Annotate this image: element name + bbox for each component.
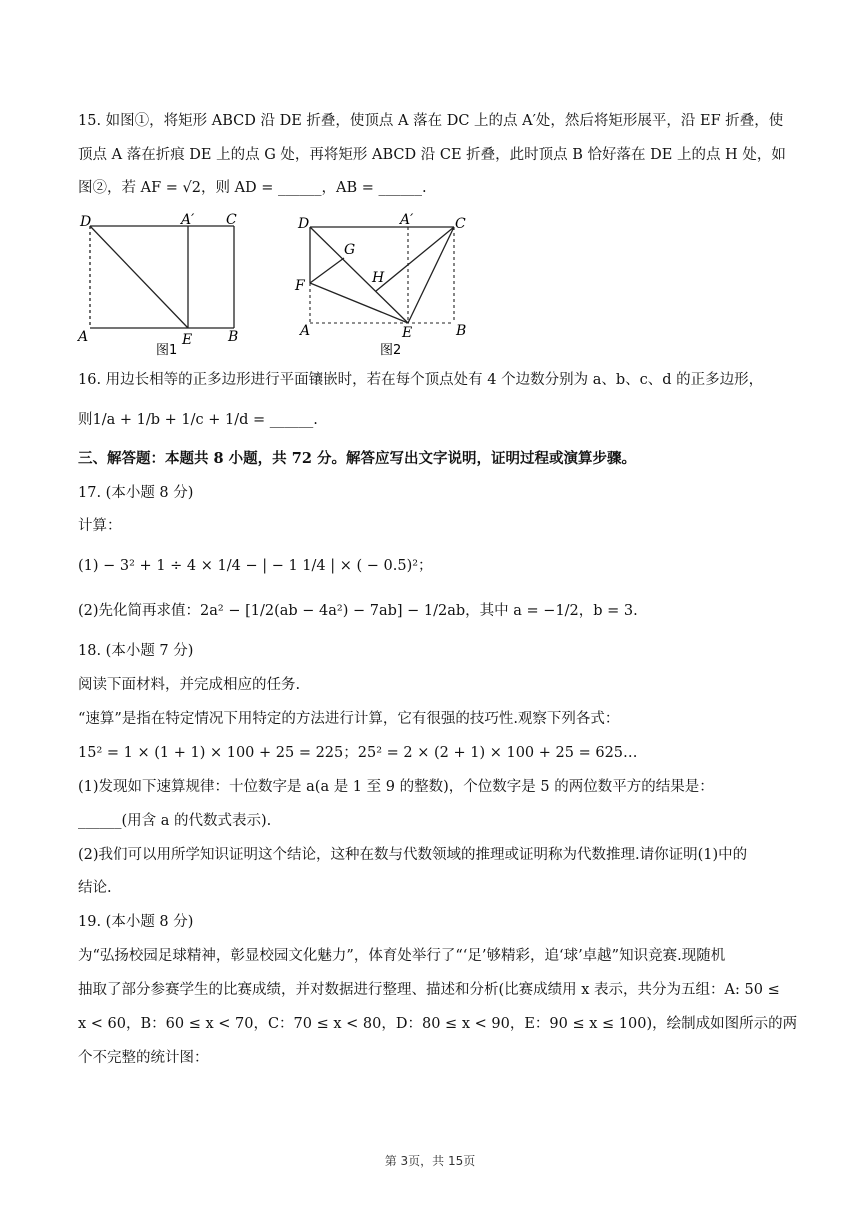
fig2-label-D: D (298, 216, 310, 232)
fig1-label-A: A (78, 329, 89, 345)
q17-header: 17. (本小题 8 分) (78, 485, 194, 501)
figure-2 (292, 208, 482, 358)
fig2-label-B: B (456, 323, 467, 339)
q18-header: 18. (本小题 7 分) (78, 643, 194, 659)
fig1-label-B: B (228, 329, 239, 345)
q19-header: 19. (本小题 8 分) (78, 914, 194, 930)
page-footer: 第 3页，共 15页 (384, 1154, 476, 1168)
fig2-label-C: C (455, 216, 466, 232)
fig1-label-E: E (182, 332, 193, 348)
q18-text-1: “速算”是指在特定情况下用特定的方法进行计算，它有很强的技巧性.观察下列各式： (78, 711, 620, 727)
q15-line-1: 15. 如图①，将矩形 ABCD 沿 DE 折叠，使顶点 A 落在 DC 上的点 A′处，然后将矩形展平，沿 EF 折叠，使 (78, 113, 784, 129)
q18-part-1b: ______(用含 a 的代数式表示). (78, 813, 272, 829)
q17-part-1: (1) − 3² + 1 ÷ 4 × 1/4 − | − 1 1/4 | × ( − 0.5)²； (78, 558, 433, 574)
fig2-label-G: G (344, 242, 356, 258)
q17-part-2: (2)先化简再求值：2a² − [1/2(ab − 4a²) − 7ab] − 1/2ab，其中 a = −1/2，b = 3. (78, 603, 638, 619)
q18-part-2b: 结论. (78, 880, 112, 896)
q18-formula: 15² = 1 × (1 + 1) × 100 + 25 = 225；25² = 2 × (2 + 1) × 100 + 25 = 625… (78, 745, 638, 761)
fig2-label-A: A (300, 323, 311, 339)
fig1-label-D: D (80, 214, 92, 230)
q19-line-1: 为“弘扬校园足球精神，彰显校园文化魅力”，体育处举行了“‘足’够精彩，追‘球’卓越”知识竞赛.现随机 (78, 948, 726, 964)
fig1-label-C: C (226, 212, 237, 228)
q19-line-2: 抽取了部分参赛学生的比赛成绩，并对数据进行整理、描述和分析(比赛成绩用 x 表示，共分为五组：A: 50 ≤ (78, 982, 780, 998)
q17-intro: 计算： (78, 518, 122, 534)
q18-part-1a: (1)发现如下速算规律：十位数字是 a(a 是 1 至 9 的整数)，个位数字是 5 的两位数平方的结果是： (78, 779, 714, 795)
q19-line-3: x < 60，B：60 ≤ x < 70，C：70 ≤ x < 80，D：80 ≤ x < 90，E：90 ≤ x ≤ 100)，绘制成如图所示的两 (78, 1016, 798, 1032)
section-3-heading: 三、解答题：本题共 8 小题，共 72 分。解答应写出文字说明，证明过程或演算步骤。 (78, 450, 636, 467)
fig2-caption: 图2 (380, 343, 402, 358)
q18-part-2a: (2)我们可以用所学知识证明这个结论，这种在数与代数领域的推理或证明称为代数推理.请你证明(1)中的 (78, 847, 748, 863)
fig1-label-A-prime: A′ (181, 212, 195, 228)
fig2-label-A-prime: A′ (400, 212, 414, 228)
q18-intro: 阅读下面材料，并完成相应的任务. (78, 677, 301, 693)
q19-line-4: 个不完整的统计图： (78, 1050, 209, 1066)
q15-line-3: 图②，若 AF = √2，则 AD = ______，AB = ______. (78, 180, 427, 196)
q16-line-1: 16. 用边长相等的正多边形进行平面镶嵌时，若在每个顶点处有 4 个边数分别为 a、b、c、d 的正多边形， (78, 372, 764, 388)
fig1-caption: 图1 (156, 343, 178, 358)
q16-line-2: 则1/a + 1/b + 1/c + 1/d = ______. (78, 412, 318, 428)
fig2-label-H: H (372, 270, 385, 286)
fig2-label-E: E (402, 325, 413, 341)
figure-1 (76, 208, 246, 358)
fig2-label-F: F (295, 278, 305, 294)
q15-line-2: 顶点 A 落在折痕 DE 上的点 G 处，再将矩形 ABCD 沿 CE 折叠，此时顶点 B 恰好落在 DE 上的点 H 处，如 (78, 147, 786, 163)
